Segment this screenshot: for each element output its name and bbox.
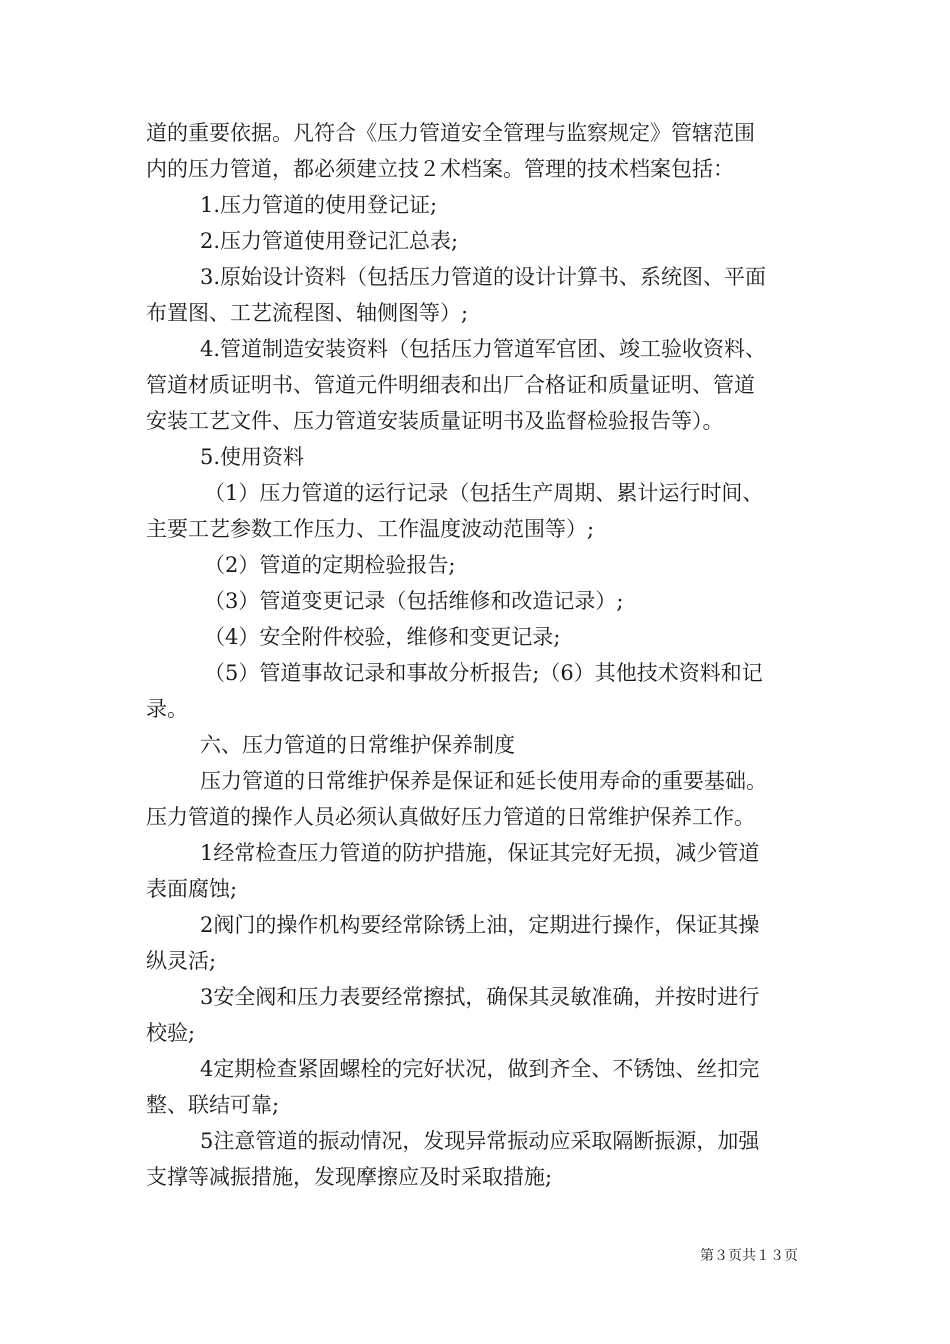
text-line: 安装工艺文件、压力管道安装质量证明书及监督检验报告等）。 <box>146 409 724 433</box>
section-heading: 六、压力管道的日常维护保养制度 <box>200 733 515 757</box>
list-item: 1.压力管道的使用登记证; <box>200 193 438 217</box>
text-line: 整、联结可靠; <box>146 1093 280 1117</box>
sub-list-item: （5）管道事故记录和事故分析报告;（6）其他技术资料和记 <box>204 661 763 685</box>
text-line: 纵灵活; <box>146 949 217 973</box>
text-line: 录。 <box>146 697 188 721</box>
list-item: 2.压力管道使用登记汇总表; <box>200 229 459 253</box>
text-line: 布置图、工艺流程图、轴侧图等）; <box>146 301 469 325</box>
text-line: 主要工艺参数工作压力、工作温度波动范围等）; <box>146 517 595 541</box>
list-item: 1经常检查压力管道的防护措施，保证其完好无损，减少管道 <box>200 841 760 865</box>
text-line: 校验; <box>146 1021 196 1045</box>
text-line: 压力管道的操作人员必须认真做好压力管道的日常维护保养工作。 <box>146 805 755 829</box>
sub-list-item: （1）压力管道的运行记录（包括生产周期、累计运行时间、 <box>204 481 764 505</box>
list-item: 2阀门的操作机构要经常除锈上油，定期进行操作，保证其操 <box>200 913 760 937</box>
text-line: 支撑等减振措施，发现摩擦应及时采取措施; <box>146 1165 553 1189</box>
list-item: 4定期检查紧固螺栓的完好状况，做到齐全、不锈蚀、丝扣完 <box>200 1057 760 1081</box>
page-number: 第３页共１３页 <box>700 1248 798 1264</box>
paragraph-line: 压力管道的日常维护保养是保证和延长使用寿命的重要基础。 <box>200 769 767 793</box>
text-line: 内的压力管道，都必须建立技２术档案。管理的技术档案包括： <box>146 157 734 181</box>
text-line: 管道材质证明书、管道元件明细表和出厂合格证和质量证明、管道 <box>146 373 755 397</box>
list-item: 5.使用资料 <box>200 445 305 469</box>
list-item: 3.原始设计资料（包括压力管道的设计计算书、系统图、平面 <box>200 265 767 289</box>
sub-list-item: （3）管道变更记录（包括维修和改造记录）; <box>204 589 624 613</box>
list-item: 4.管道制造安装资料（包括压力管道军官团、竣工验收资料、 <box>200 337 767 361</box>
text-line: 表面腐蚀; <box>146 877 238 901</box>
sub-list-item: （2）管道的定期检验报告; <box>204 553 456 577</box>
list-item: 5注意管道的振动情况，发现异常振动应采取隔断振源，加强 <box>200 1129 760 1153</box>
text-line: 道的重要依据。凡符合《压力管道安全管理与监察规定》管辖范围 <box>146 121 755 145</box>
sub-list-item: （4）安全附件校验，维修和变更记录; <box>204 625 561 649</box>
list-item: 3安全阀和压力表要经常擦拭，确保其灵敏准确，并按时进行 <box>200 985 760 1009</box>
